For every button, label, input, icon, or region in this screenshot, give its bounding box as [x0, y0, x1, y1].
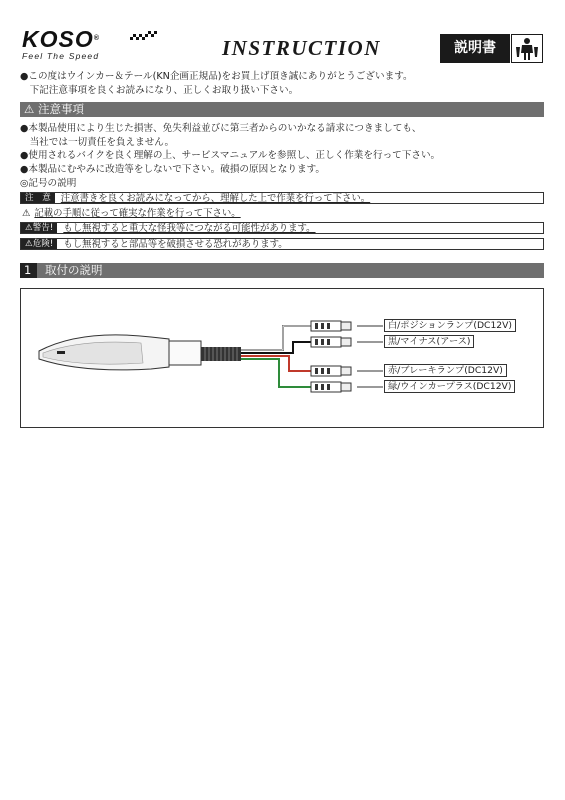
- wire-label-white: 白/ポジションランプ(DC12V): [384, 319, 516, 332]
- caution-section-header: [20, 102, 544, 117]
- logo-tagline: Feel The Speed: [22, 51, 100, 61]
- wire-label-black: 黒/マイナス(アース): [384, 335, 474, 348]
- notice-badge: ⚠警告!: [21, 223, 57, 233]
- wiring-diagram-drawing: [21, 289, 543, 427]
- install-section-title: 取付の説明: [44, 263, 103, 277]
- symbol-legend-title: ◎記号の説明: [20, 178, 77, 189]
- wiring-diagram: [20, 288, 544, 428]
- logo-registered: ®: [93, 35, 100, 42]
- notice-warning: [20, 222, 544, 234]
- install-section-header: [20, 263, 544, 278]
- wires: [241, 326, 311, 387]
- logo-text: KOSO: [22, 26, 94, 52]
- wire-label-red: 赤/ブレーキランプ(DC12V): [384, 364, 507, 377]
- leader-lines: [357, 326, 383, 387]
- checkered-flag-icon: [130, 30, 158, 49]
- caution-line-3: ●使用されるバイクを良く理解の上、サービスマニュアルを参照し、正しく作業を行って下さい。: [20, 150, 441, 161]
- turn-signal-body: [39, 335, 201, 370]
- instruction-title: INSTRUCTION: [222, 36, 381, 60]
- wire-label-green: 緑/ウインカープラス(DC12V): [384, 380, 515, 393]
- connector: [311, 366, 351, 376]
- notice-caution: [20, 192, 544, 204]
- manual-label: 説明書: [440, 34, 510, 63]
- connector: [311, 321, 351, 331]
- cable-sleeve: [201, 347, 241, 361]
- intro-line-1: ●この度はウインカー＆テール(KN企画正規品)をお買上げ頂き誠にありがとうございます。: [20, 71, 413, 82]
- notice-danger: [20, 238, 544, 250]
- caution-line-4: ●本製品にむやみに改造等をしないで下さい。破損の原因となります。: [20, 164, 326, 175]
- section-number: 1: [20, 263, 37, 278]
- warning-triangle-icon: ⚠: [22, 208, 31, 219]
- intro-line-2: 下記注意事項を良くお読みになり、正しくお取り扱い下さい。: [20, 85, 299, 96]
- wire-green: [241, 359, 311, 387]
- notice-text: 記載の手順に従って確実な作業を行って下さい。: [34, 208, 241, 219]
- wire-black: [241, 342, 311, 353]
- notice-text: もし無視すると重大な怪我等につながる可能性があります。: [63, 223, 316, 234]
- notice-badge: 注 意: [21, 193, 55, 203]
- notice-text: 注意書きを良くお読みになってから、理解した上で作業を行って下さい。: [60, 193, 371, 204]
- caution-line-2: 当社では一切責任を負えません。: [20, 137, 175, 148]
- wire-white: [241, 326, 311, 350]
- person-icon: [511, 34, 543, 63]
- connector: [311, 337, 351, 347]
- koso-logo: [22, 28, 100, 61]
- caution-line-1: ●本製品使用により生じた損害、免失利益並びに第三者からのいかなる請求につきましても、: [20, 123, 422, 134]
- notice-text: もし無視すると部品等を破損させる恐れがあります。: [63, 239, 288, 250]
- caution-section-title: ⚠ 注意事項: [24, 102, 84, 116]
- notice-badge: ⚠危険!: [21, 239, 57, 249]
- connector: [311, 382, 351, 392]
- notice-procedure: [20, 208, 544, 220]
